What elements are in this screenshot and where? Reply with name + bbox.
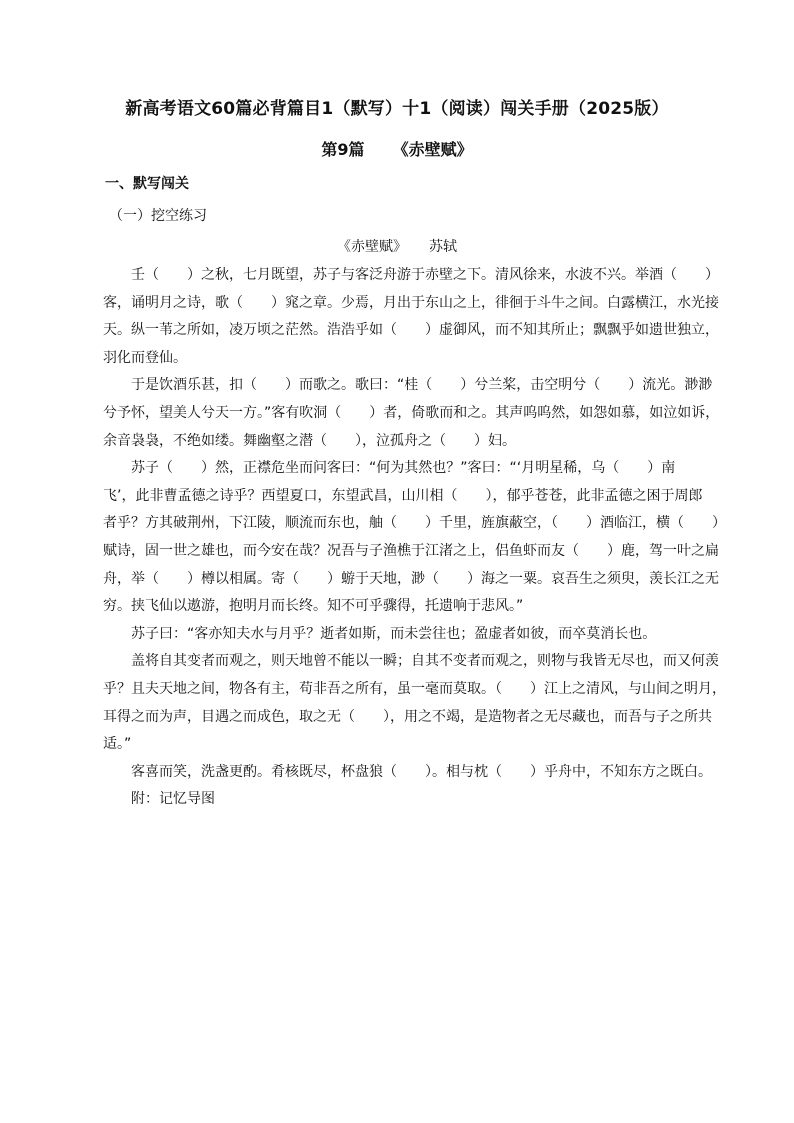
text-line: 盖将自其变者而观之，则天地曾不能以一瞬；自其不变者而观之，则物与我皆无尽也，而又何羡	[103, 653, 719, 670]
poem-heading	[0, 236, 794, 256]
text-line: 舟，举（ ）樽以相属。寄（ ）蝣于天地，渺（ ）海之一粟。哀吾生之须臾，羡长江之无	[103, 570, 719, 587]
poem-author: 苏轼	[429, 239, 457, 255]
text-line: 苏子曰：“客亦知夫水与月乎？逝者如斯，而未尝往也；盈虚者如彼，而卒莫消长也。	[103, 625, 657, 642]
text-line: 天。纵一苇之所如，凌万顷之茫然。浩浩乎如（ ）虚御风，而不知其所止；飘飘乎如遗世独立，	[103, 322, 719, 339]
text-line: 赋诗，固一世之雄也，而今安在哉？况吾与子渔樵于江渚之上，侣鱼虾而友（ ）鹿，驾一叶之扁	[103, 542, 719, 559]
text-line: 穷。挟飞仙以遨游，抱明月而长终。知不可乎骤得，托遗响于悲风。”	[103, 598, 524, 615]
section-heading: 一、默写闯关	[105, 176, 189, 192]
document-title: 新高考语文60篇必背篇目1（默写）十1（阅读）闯关手册（2025版）	[125, 99, 669, 119]
text-line: 余音袅袅，不绝如缕。舞幽壑之潜（ ），泣孤舟之（ ）妇。	[103, 432, 516, 449]
text-line: 乎？且夫天地之间，物各有主，苟非吾之所有，虽一毫而莫取。（ ）江上之清风，与山间之明月，	[103, 680, 726, 697]
text-line: 客，诵明月之诗，歌（ ）窕之章。少焉，月出于东山之上，徘徊于斗牛之间。白露横江，水光接	[103, 294, 719, 311]
text-line: 壬（ ）之秋，七月既望，苏子与客泛舟游于赤壁之下。清风徐来，水波不兴。举酒（ ）	[103, 267, 719, 283]
text-line: 飞’，此非曹孟德之诗乎？西望夏口，东望武昌，山川相（ ），郁乎苍苍，此非孟德之困于周郎	[103, 487, 703, 504]
text-line: 羽化而登仙。	[103, 349, 187, 366]
poem-body	[103, 262, 731, 814]
text-line: 耳得之而为声，目遇之而成色，取之无（ ），用之不竭，是造物者之无尽藏也，而吾与子之所共	[103, 708, 712, 725]
text-line: 适。”	[103, 736, 132, 753]
chapter-heading	[0, 137, 794, 160]
chapter-number: 第9篇	[321, 140, 365, 159]
text-line: 于是饮酒乐甚，扣（ ）而歌之。歌曰：“桂（ ）兮兰桨，击空明兮（ ）流光。渺渺	[103, 377, 713, 394]
text-line: 者乎？方其破荆州，下江陵，顺流而东也，舳（ ）千里，旌旗蔽空，（ ）酒临江，横（ ）	[103, 515, 726, 532]
chapter-title: 《赤壁赋》	[392, 140, 473, 159]
text-line: 附：记忆导图	[103, 791, 215, 808]
poem-title: 《赤壁赋》	[337, 239, 407, 255]
subsection-heading: （一）挖空练习	[109, 208, 207, 224]
text-line: 兮予怀，望美人兮天一方。”客有吹洞（ ）者，倚歌而和之。其声呜呜然，如怨如慕，如泣如诉，	[103, 404, 720, 421]
text-line: 苏子（ ）然，正襟危坐而问客曰：“何为其然也？”客曰：“‘月明星稀，乌（ ）南	[103, 460, 676, 477]
text-line: 客喜而笑，洗盏更酌。肴核既尽，杯盘狼（ ）。相与枕（ ）乎舟中，不知东方之既白。	[103, 763, 712, 780]
